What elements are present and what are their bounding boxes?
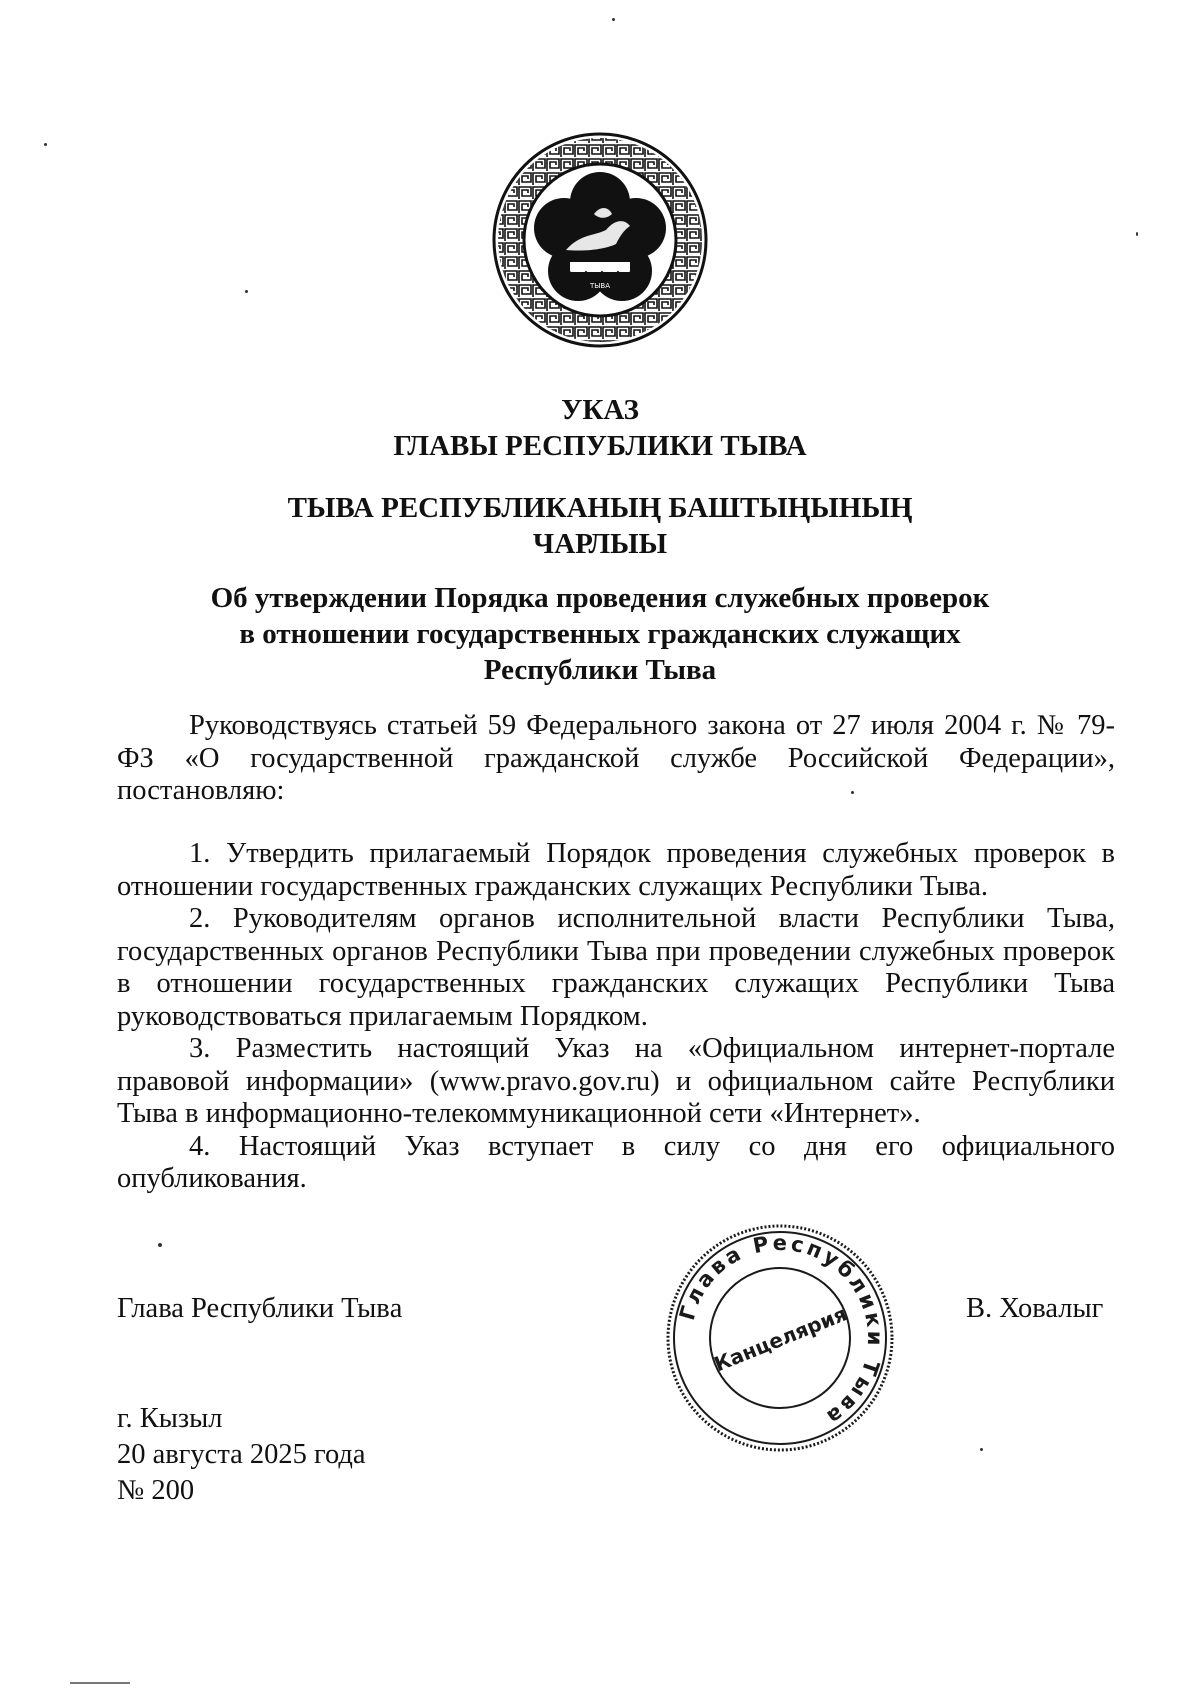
scan-speck (851, 791, 854, 794)
decree-title: УКАЗ (561, 394, 639, 426)
preamble (117, 710, 1115, 808)
decree-subject (100, 580, 1100, 688)
date: 20 августа 2025 года (117, 1439, 366, 1470)
subject-line-3: Республики Тыва (483, 654, 717, 686)
city: г. Кызыл (117, 1403, 223, 1434)
issuer-title: ГЛАВЫ РЕСПУБЛИКИ ТЫВА (393, 430, 807, 462)
tuva-coat-of-arms-icon (490, 130, 710, 350)
subject-line-2: в отношении государственных гражданских служащих (239, 618, 961, 650)
decree-item-1: 1. Утвердить прилагаемый Порядок проведения служебных проверок в отношении государственных гражданских служащих Республики Тыва. (117, 838, 1115, 902)
place-date-number (117, 1401, 366, 1509)
scan-speck (70, 1682, 130, 1684)
decree-header (100, 392, 1100, 464)
scan-speck (980, 1448, 983, 1451)
signatory-name: В. Ховалыг (966, 1293, 1104, 1324)
issuer-title-tuvan: ТЫВА РЕСПУБЛИКАНЫҢ БАШТЫҢЫНЫҢ (287, 492, 913, 524)
stamp-ring-text: Глава Республики Тыва (674, 1230, 888, 1431)
scan-speck (1136, 232, 1138, 236)
scan-speck (44, 143, 47, 146)
subject-line-1: Об утверждении Порядка проведения служебных проверок (210, 582, 990, 614)
decree-items (117, 838, 1115, 1196)
scan-speck (245, 290, 248, 293)
scan-speck (612, 18, 615, 21)
decree-item-4: 4. Настоящий Указ вступает в силу со дня его официального опубликования. (117, 1130, 1115, 1194)
decree-title-tuvan: ЧАРЛЫЫ (532, 528, 668, 560)
scan-speck (158, 1243, 162, 1247)
decree-item-2: 2. Руководителям органов исполнительной власти Республики Тыва, государственных органов Республики Тыва при проведении служебных проверок в отношении государственных гражданских служащих Республики Тыва руководствоваться прилагаемым Порядком. (117, 903, 1115, 1032)
official-stamp (662, 1220, 898, 1456)
signatory-position: Глава Республики Тывa (117, 1293, 403, 1324)
decree-number: № 200 (117, 1475, 195, 1506)
emblem-motto: ТЫВА (589, 282, 611, 290)
preamble-text: Руководствуясь статьей 59 Федерального закона от 27 июля 2004 г. № 79-ФЗ «О государственной гражданской службе Российской Федерации», постановляю: (117, 710, 1115, 806)
decree-header-tuvan (100, 490, 1100, 562)
decree-item-3: 3. Разместить настоящий Указ на «Официальном интернет-портале правовой информации» (www.pravo.gov.ru) и официальном сайте Республики Тыва в информационно-телекоммуникационной сети «Интернет». (117, 1033, 1115, 1129)
stamp-center-text: Канцелярия (710, 1301, 851, 1377)
